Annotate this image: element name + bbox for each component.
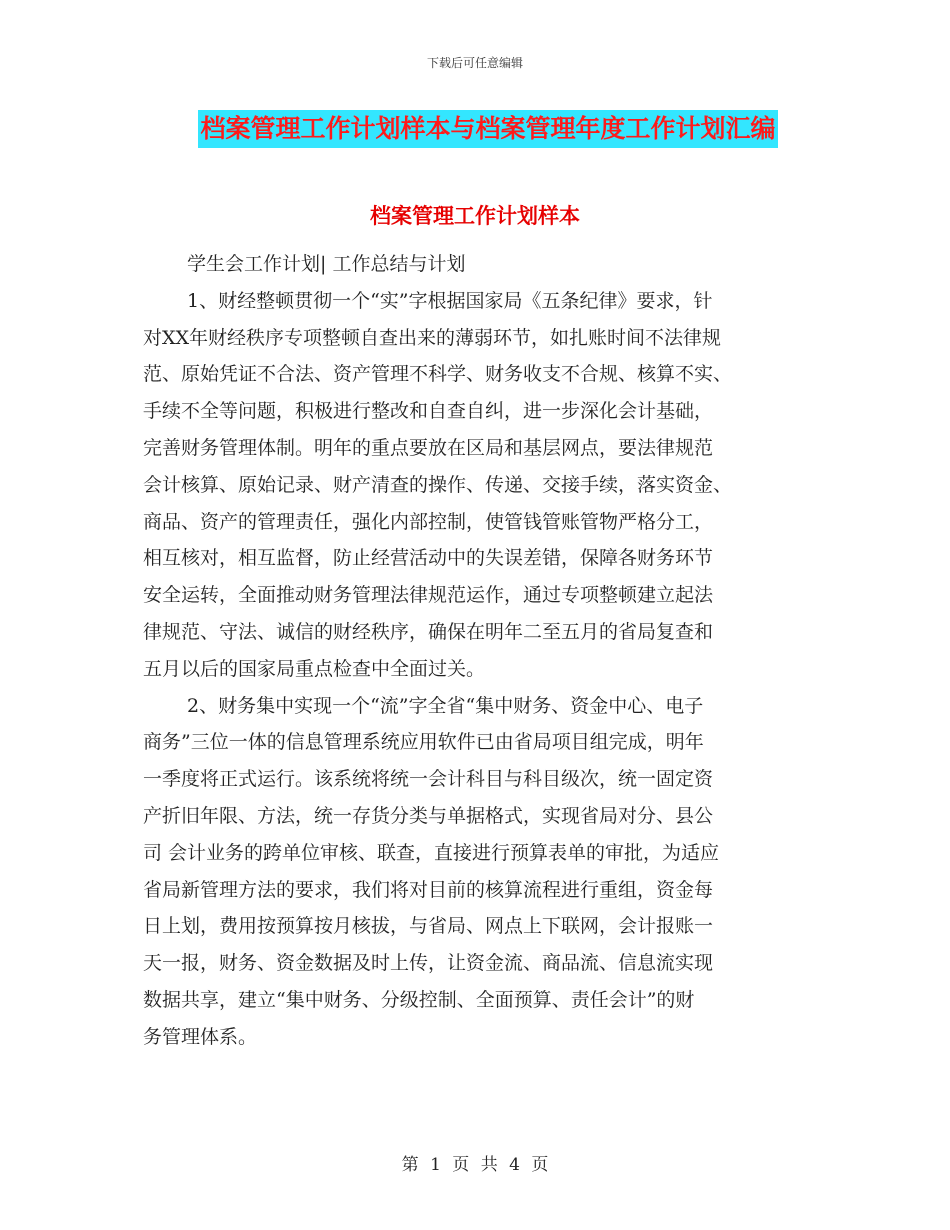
document-title-container [0,110,950,148]
paragraph-line: 务管理体系。 [143,1025,258,1048]
paragraph-line: 手续不全等问题，积极进行整改和自查自纠，进一步深化会计基础， [143,400,714,423]
page-header-note: 下载后可任意编辑 [426,56,523,70]
paragraph-line: 数据共享，建立“集中财务、分级控制、全面预算、责任会计”的财 [143,988,695,1011]
paragraph-line: 对XX年财经秩序专项整顿自查出来的薄弱环节，如扎账时间不法律规 [143,326,722,349]
paragraph-2 [143,688,808,1056]
paragraph-line: 天一报，财务、资金数据及时上传，让资金流、商品流、信息流实现 [143,952,714,975]
paragraph-line: 1、财经整顿贯彻一个“实”字根据国家局《五条纪律》要求，针 [187,289,713,312]
document-body [143,246,808,1056]
paragraph-line: 五月以后的国家局重点检查中全面过关。 [143,657,486,680]
paragraph-line: 完善财务管理体制。明年的重点要放在区局和基层网点，要法律规范 [143,436,714,459]
intro-line-text: 学生会工作计划| 工作总结与计划 [187,253,466,275]
paragraph-line: 范、原始凭证不合法、资产管理不科学、财务收支不合规、核算不实、 [143,363,733,386]
paragraph-line: 日上划，费用按预算按月核拔，与省局、网点上下联网，会计报账一 [143,915,714,938]
paragraph-line: 商务”三位一体的信息管理系统应用软件已由省局项目组完成，明年 [143,731,704,754]
paragraph-1 [143,283,808,688]
paragraph-line: 律规范、守法、诚信的财经秩序，确保在明年二至五月的省局复查和 [143,620,714,643]
paragraph-line: 2、财务集中实现一个“流”字全省“集中财务、资金中心、电子 [187,694,704,717]
paragraph-line: 省局新管理方法的要求，我们将对目前的核算流程进行重组，资金每 [143,878,714,901]
paragraph-line: 司 会计业务的跨单位审核、联查，直接进行预算表单的审批，为适应 [143,841,720,864]
page-footer-number: 第 1 页 共 4 页 [401,1155,549,1175]
paragraph-line: 相互核对，相互监督，防止经营活动中的失误差错，保障各财务环节 [143,547,714,570]
paragraph-line: 商品、资产的管理责任，强化内部控制，使管钱管账管物严格分工， [143,510,714,533]
paragraph-line: 一季度将正式运行。该系统将统一会计科目与科目级次，统一固定资 [143,768,714,791]
document-title: 档案管理工作计划样本与档案管理年度工作计划汇编 [198,110,777,148]
intro-line [143,246,808,283]
section-title: 档案管理工作计划样本 [370,204,580,228]
paragraph-line: 产折旧年限、方法，统一存货分类与单据格式，实现省局对分、县公 [143,804,714,827]
paragraph-line: 会计核算、原始记录、财产清查的操作、传递、交接手续，落实资金、 [143,473,733,496]
paragraph-line: 安全运转，全面推动财务管理法律规范运作，通过专项整顿建立起法 [143,584,714,607]
